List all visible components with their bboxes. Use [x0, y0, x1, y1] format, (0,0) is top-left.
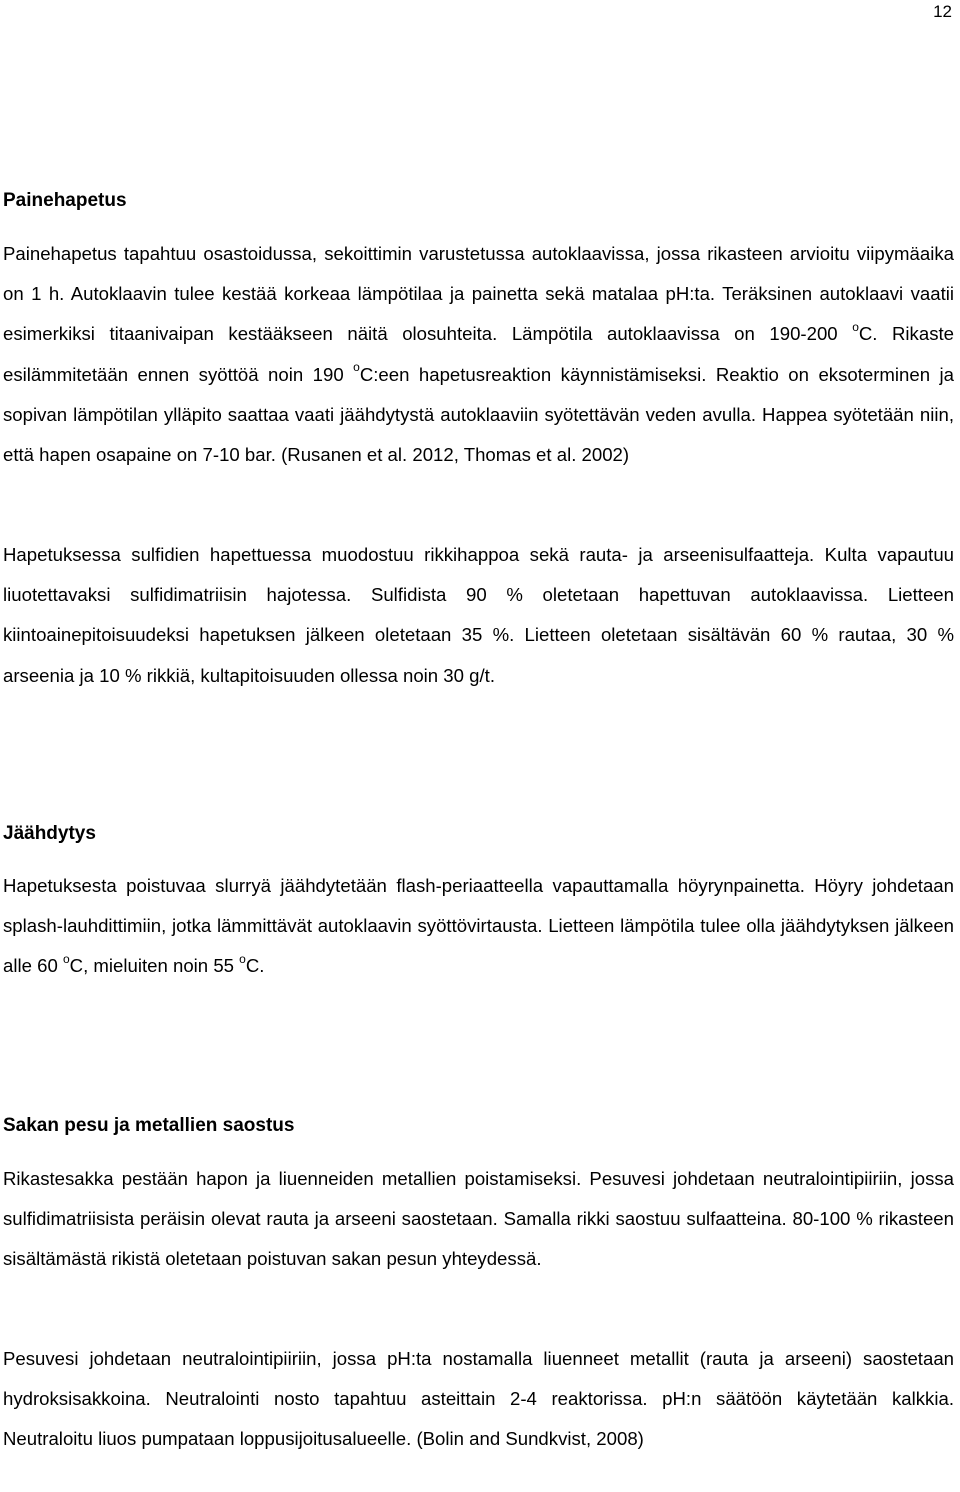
page-number: 12 [933, 2, 952, 21]
paragraph-text: Hapetuksesta poistuvaa slurryä jäähdytetään flash-periaatteella vapauttamalla höyrynpainetta. Höyry johdetaan splash-lauhdittimiin, jotka lämmittävät autoklaavin syöttövirtausta. Lietteen lämpötila tulee olla jäähdytyksen jälkeen alle 60 [3, 875, 954, 977]
paragraph [3, 1159, 954, 1280]
paragraph-text: Rikastesakka pestään hapon ja liuenneiden metallien poistamiseksi. Pesuvesi johdetaan neutralointipiiriin, jossa sulfidimatriisista peräisin olevat rauta ja arseeni saostetaan. Samalla rikki saostuu sulfaatteina. 80-100 % rikasteen sisältämästä rikistä oletetaan poistuvan sakan pesun yhteydessä. [3, 1168, 954, 1270]
section-heading: Painehapetus [3, 190, 127, 211]
paragraph-text: C. [245, 955, 265, 977]
degree-sign: o [852, 320, 859, 335]
paragraph [3, 535, 954, 696]
paragraph-text: Hapetuksessa sulfidien hapettuessa muodostuu rikkihappoa sekä rauta- ja arseenisulfaatteja. Kulta vapautuu liuotettavaksi sulfidimatriisin hajotessa. Sulfidista 90 % oletetaan hapettuvan autoklaavissa. Lietteen kiintoainepitoisuudeksi hapetuksen jälkeen oletetaan 35 %. Lietteen oletetaan sisältävän 60 % rautaa, 30 % arseenia ja 10 % rikkiä, kultapitoisuuden ollessa noin 30 g/t. [3, 544, 954, 686]
paragraph [3, 866, 954, 987]
degree-sign: o [239, 952, 246, 967]
section-heading: Sakan pesu ja metallien saostus [3, 1115, 295, 1136]
paragraph-text: C. Rikaste esilämmitetään ennen syöttöä noin 190 [3, 323, 955, 385]
paragraph-text: Painehapetus tapahtuu osastoidussa, sekoittimin varustetussa autoklaavissa, jossa rikasteen arvioitu viipymäaika on 1 h. Autoklaavin tulee kestää korkeaa lämpötilaa ja painetta sekä matalaa pH:ta. Teräksinen autoklaavi vaatii esimerkiksi titaanivaipan kestääkseen näitä olosuhteita. Lämpötila autoklaavissa on 190-200 [3, 243, 954, 345]
degree-sign: o [353, 360, 360, 375]
paragraph [3, 234, 954, 475]
degree-sign: o [62, 952, 70, 967]
section-sakan-pesu [3, 1115, 954, 1450]
section-jaahdytys [3, 823, 954, 977]
paragraph-text: Pesuvesi johdetaan neutralointipiiriin, jossa pH:ta nostamalla liuenneet metallit (rauta ja arseeni) saostetaan hydroksisakkoina. Neutralointi nosto tapahtuu asteittain 2-4 reaktorissa. pH:n säätöön käytetään kalkkia. Neutraloitu liuos pumpataan loppusijoitusalueelle. (Bolin and Sundkvist, 2008) [3, 1348, 954, 1450]
paragraph-text: C:een hapetusreaktion käynnistämiseksi. Reaktio on eksoterminen ja sopivan lämpötilan ylläpito saattaa vaati jäähdytystä autoklaaviin syötettävän veden avulla. Happea syötetään niin, että hapen osapaine on 7-10 bar. (Rusanen et al. 2012, Thomas et al. 2002) [3, 363, 954, 466]
paragraph [3, 1339, 954, 1460]
section-painehapetus [3, 190, 955, 686]
paragraph-text: C, mieluiten noin 55 [69, 955, 240, 977]
section-heading: Jäähdytys [3, 823, 96, 844]
